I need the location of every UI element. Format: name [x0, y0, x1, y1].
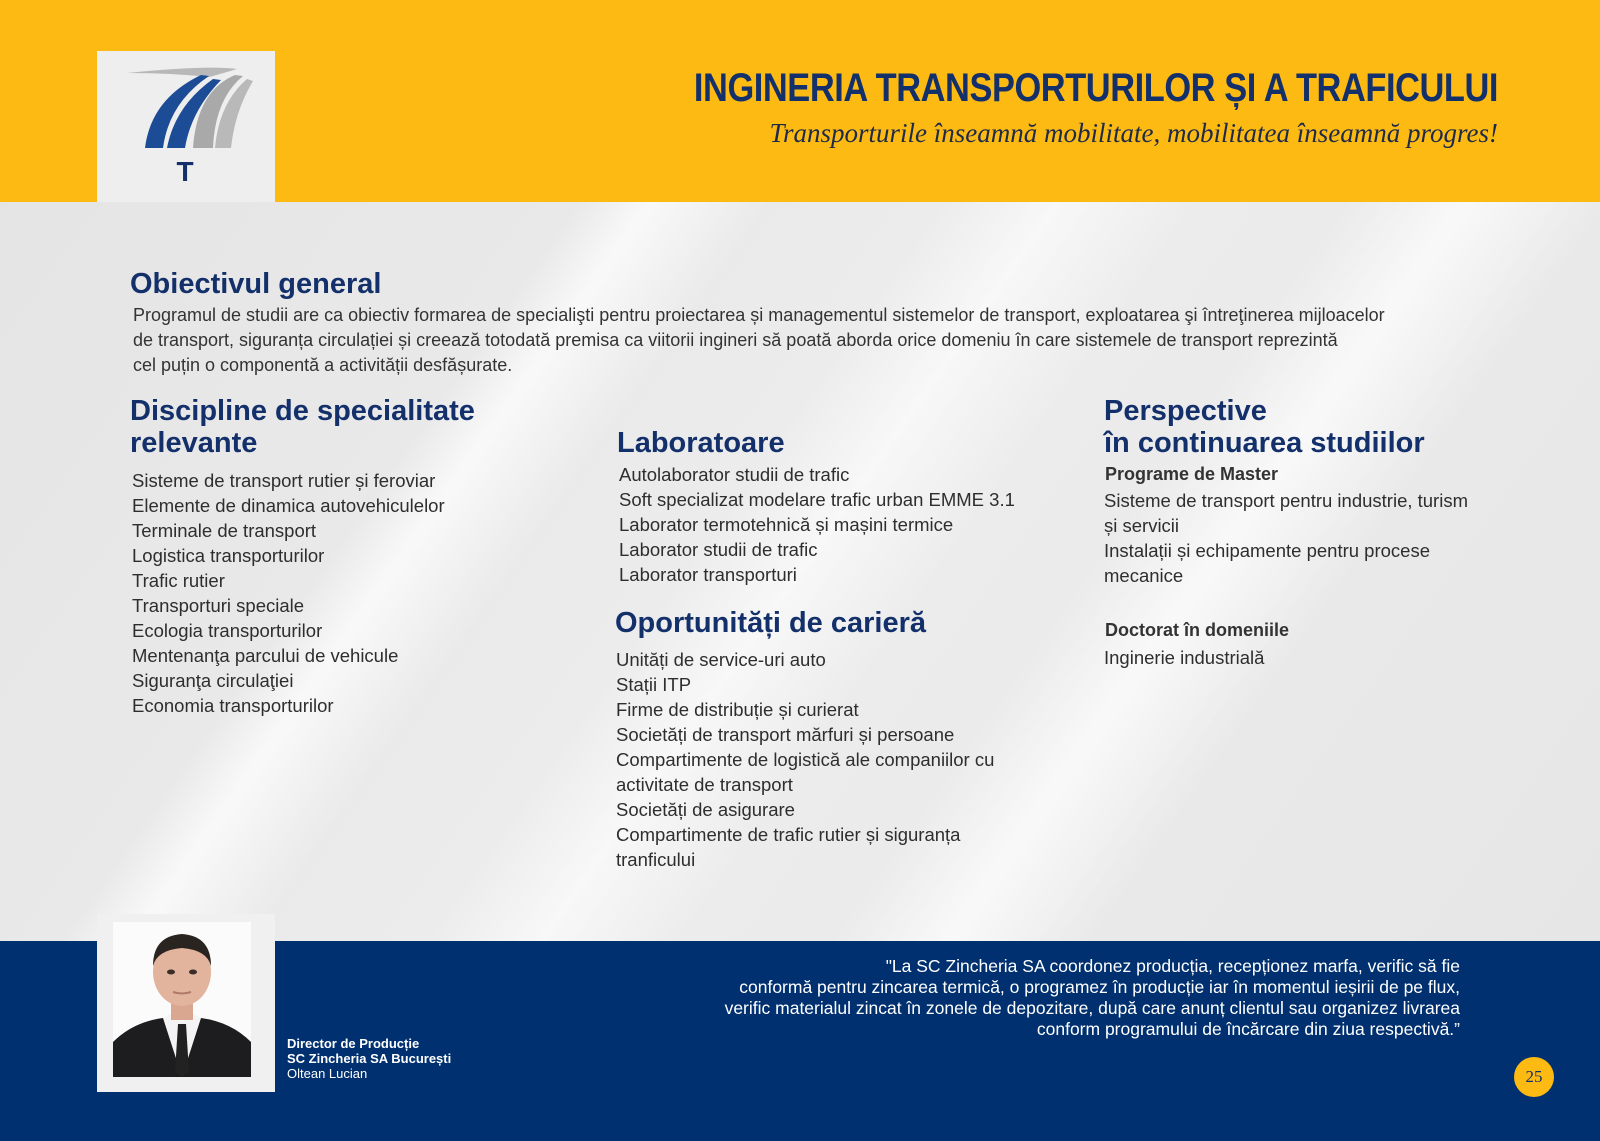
list-item: Sisteme de transport rutier și feroviar	[132, 470, 436, 491]
list-item: Compartimente de logistică ale companiilor cu	[616, 749, 995, 770]
testimonial-quote	[640, 956, 1460, 1040]
list-item: Inginerie industrială	[1104, 647, 1265, 668]
quote-line: verific materialul zincat în zonele de depozitare, după care anunț clientul sau organizez livrarea	[724, 998, 1460, 1018]
perspectives-heading	[1104, 395, 1425, 459]
disciplines-heading-line: Discipline de specialitate	[130, 395, 475, 427]
quote-line: conformă pentru zincarea termică, o programez în producție iar în momentul ieșirii de pe flux,	[739, 977, 1460, 997]
list-item: Societăți de transport mărfuri și persoane	[616, 724, 955, 745]
list-item: Logistica transporturilor	[132, 545, 325, 566]
list-item: Soft specializat modelare trafic urban EMME 3.1	[619, 489, 1015, 510]
perspectives-heading-line: Perspective	[1104, 395, 1267, 427]
doctorate-list	[1104, 645, 1264, 670]
objective-line: Programul de studii are ca obiectiv formarea de specialişti pentru proiectarea și managementul sistemelor de transport, exploatarea şi întreţinerea mijloacelor	[133, 305, 1385, 325]
list-item: Transporturi speciale	[132, 595, 305, 616]
list-item: Stații ITP	[616, 674, 692, 695]
testimonial-name: Oltean Lucian	[287, 1066, 368, 1081]
list-item: Instalații și echipamente pentru procese	[1104, 540, 1430, 561]
list-item: Trafic rutier	[132, 570, 225, 591]
list-item: activitate de transport	[616, 774, 793, 795]
list-item: Economia transporturilor	[132, 695, 334, 716]
master-list	[1104, 488, 1468, 588]
list-item: Unități de service-uri auto	[616, 649, 826, 670]
objective-paragraph	[133, 303, 1513, 378]
labs-heading: Laboratoare	[617, 427, 785, 459]
list-item: Ecologia transporturilor	[132, 620, 323, 641]
careers-list	[616, 647, 994, 872]
labs-list	[619, 462, 1015, 587]
list-item: Sisteme de transport pentru industrie, turism	[1104, 490, 1468, 511]
page-title: INGINERIA TRANSPORTURILOR ȘI A TRAFICULUI	[693, 66, 1498, 110]
list-item: Firme de distribuție și curierat	[616, 699, 859, 720]
list-item: Compartimente de trafic rutier și siguranța	[616, 824, 961, 845]
list-item: Autolaborator studii de trafic	[619, 464, 850, 485]
quote-line: "La SC Zincheria SA coordonez producția, recepționez marfa, verific să fie	[885, 956, 1460, 976]
logo-letter: T	[176, 156, 194, 187]
careers-heading: Oportunități de carieră	[615, 607, 927, 639]
list-item: mecanice	[1104, 565, 1184, 586]
list-item: Laborator studii de trafic	[619, 539, 818, 560]
testimonial-role	[287, 1036, 451, 1066]
list-item: Laborator termotehnică și mașini termice	[619, 514, 954, 535]
list-item: Terminale de transport	[132, 520, 317, 541]
list-item: Siguranţa circulaţiei	[132, 670, 294, 691]
objective-line: de transport, siguranța circulației și creează totodată premisa ca viitorii ingineri să poată aborda orice domeniu în care sistemele de transport reprezintă	[133, 330, 1338, 350]
disciplines-heading	[130, 395, 475, 459]
list-item: și servicii	[1104, 515, 1180, 536]
objective-heading: Obiectivul general	[130, 268, 382, 300]
disciplines-heading-line: relevante	[130, 427, 258, 459]
list-item: Elemente de dinamica autovehiculelor	[132, 495, 445, 516]
master-heading: Programe de Master	[1105, 464, 1279, 484]
quote-line: conform programului de încărcare din ziua respectivă.”	[1036, 1019, 1460, 1039]
road-arch-icon	[97, 51, 275, 202]
doctorate-heading: Doctorat în domeniile	[1105, 620, 1290, 640]
person-portrait-icon	[113, 922, 251, 1077]
list-item: Laborator transporturi	[619, 564, 797, 585]
faculty-logo	[97, 51, 275, 202]
page-number-badge: 25	[1514, 1057, 1554, 1097]
disciplines-list	[132, 468, 445, 718]
role-line: SC Zincheria SA București	[287, 1051, 452, 1066]
list-item: tranficului	[616, 849, 696, 870]
objective-line: cel puțin o componentă a activității desfășurate.	[133, 355, 513, 375]
perspectives-heading-line: în continuarea studiilor	[1104, 427, 1425, 459]
role-line: Director de Producție	[287, 1036, 420, 1051]
page-subtitle: Transporturile înseamnă mobilitate, mobilitatea înseamnă progres!	[769, 118, 1498, 148]
testimonial-photo	[113, 922, 251, 1077]
list-item: Societăți de asigurare	[616, 799, 795, 820]
photo-frame	[97, 914, 275, 1092]
list-item: Mentenanţa parcului de vehicule	[132, 645, 399, 666]
